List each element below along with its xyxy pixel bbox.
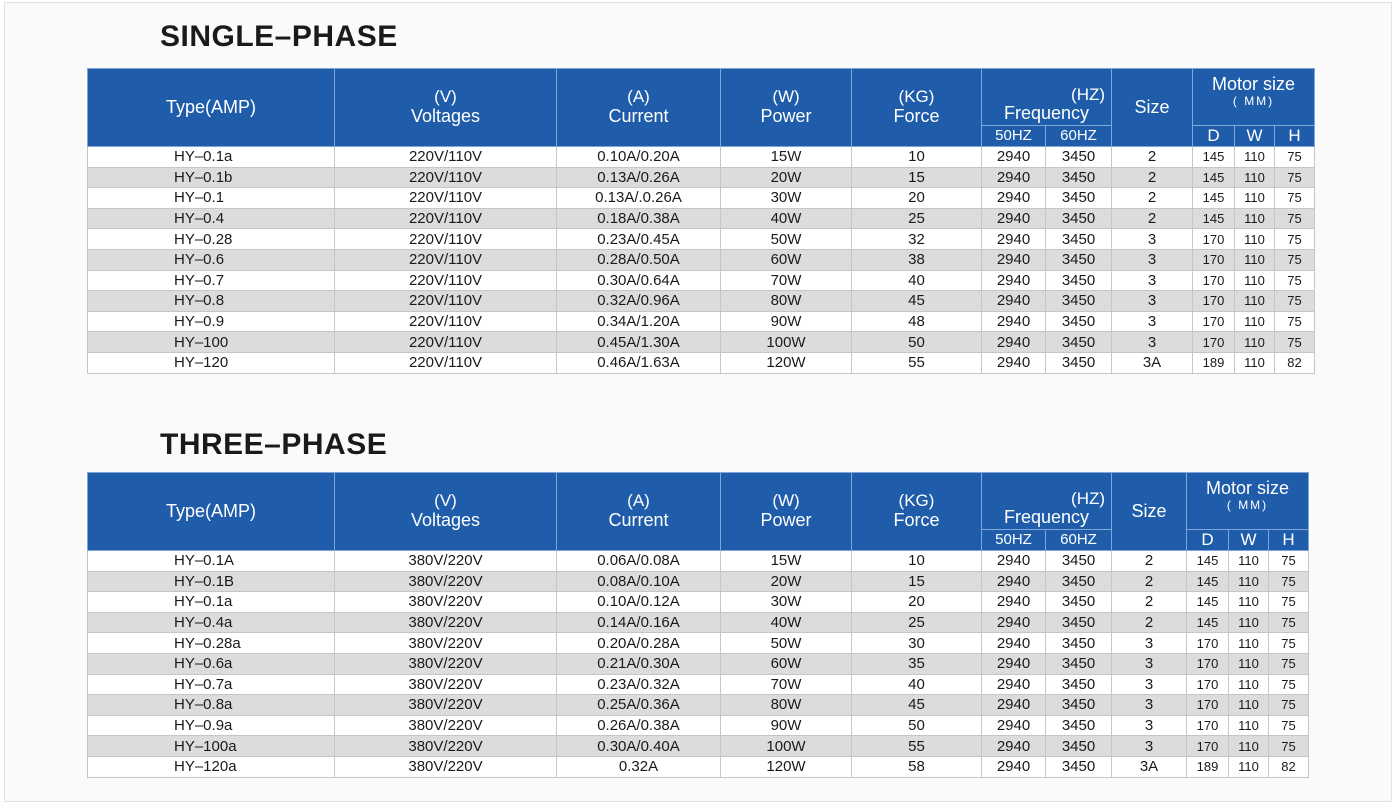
- cell-motor-d: 170: [1193, 311, 1235, 332]
- cell-freq-60hz: 3450: [1046, 188, 1112, 209]
- cell-motor-h: 75: [1275, 188, 1315, 209]
- cell-size: 2: [1112, 167, 1193, 188]
- cell-freq-50hz: 2940: [982, 167, 1046, 188]
- table-row: [88, 592, 1309, 613]
- table-row: [88, 695, 1309, 716]
- cell-motor-d: 145: [1187, 612, 1229, 633]
- cell-motor-d: 170: [1187, 736, 1229, 757]
- table-row: [88, 291, 1315, 312]
- cell-size: 3: [1112, 736, 1187, 757]
- cell-freq-60hz: 3450: [1046, 736, 1112, 757]
- cell-size: 3A: [1112, 756, 1187, 777]
- cell-size: 2: [1112, 612, 1187, 633]
- header-type: Type(AMP): [88, 69, 335, 147]
- cell-motor-w: 110: [1235, 270, 1275, 291]
- cell-voltage: 380V/220V: [335, 551, 557, 572]
- cell-type: HY–0.1B: [88, 571, 335, 592]
- cell-motor-w: 110: [1235, 208, 1275, 229]
- cell-power: 90W: [721, 715, 852, 736]
- cell-freq-60hz: 3450: [1046, 249, 1112, 270]
- header-type: Type(AMP): [88, 473, 335, 551]
- cell-voltage: 380V/220V: [335, 612, 557, 633]
- cell-freq-60hz: 3450: [1046, 674, 1112, 695]
- cell-freq-50hz: 2940: [982, 715, 1046, 736]
- cell-size: 2: [1112, 208, 1193, 229]
- cell-motor-h: 75: [1269, 612, 1309, 633]
- cell-voltage: 380V/220V: [335, 756, 557, 777]
- cell-motor-d: 145: [1193, 188, 1235, 209]
- table-row: [88, 612, 1309, 633]
- cell-size: 2: [1112, 592, 1187, 613]
- cell-type: HY–120: [88, 352, 335, 373]
- cell-current: 0.34A/1.20A: [557, 311, 721, 332]
- cell-force: 35: [852, 653, 982, 674]
- three-phase-title: THREE–PHASE: [160, 428, 388, 461]
- table-row: [88, 167, 1315, 188]
- cell-voltage: 380V/220V: [335, 695, 557, 716]
- cell-power: 20W: [721, 167, 852, 188]
- cell-current: 0.32A: [557, 756, 721, 777]
- cell-motor-w: 110: [1235, 352, 1275, 373]
- cell-motor-d: 170: [1187, 674, 1229, 695]
- cell-current: 0.46A/1.63A: [557, 352, 721, 373]
- cell-motor-h: 75: [1275, 167, 1315, 188]
- cell-type: HY–0.7a: [88, 674, 335, 695]
- cell-force: 15: [852, 167, 982, 188]
- cell-motor-w: 110: [1229, 653, 1269, 674]
- cell-motor-w: 110: [1229, 736, 1269, 757]
- header-current: (A) Current: [557, 473, 721, 551]
- cell-freq-50hz: 2940: [982, 270, 1046, 291]
- cell-motor-w: 110: [1229, 633, 1269, 654]
- cell-type: HY–0.28a: [88, 633, 335, 654]
- cell-motor-d: 170: [1193, 270, 1235, 291]
- header-w: W: [1229, 530, 1269, 551]
- cell-voltage: 220V/110V: [335, 311, 557, 332]
- cell-freq-60hz: 3450: [1046, 551, 1112, 572]
- cell-freq-50hz: 2940: [982, 736, 1046, 757]
- cell-motor-d: 189: [1193, 352, 1235, 373]
- cell-voltage: 380V/220V: [335, 592, 557, 613]
- cell-freq-60hz: 3450: [1046, 653, 1112, 674]
- cell-motor-w: 110: [1235, 167, 1275, 188]
- cell-motor-h: 75: [1275, 332, 1315, 353]
- cell-voltage: 220V/110V: [335, 167, 557, 188]
- cell-freq-60hz: 3450: [1046, 571, 1112, 592]
- table-row: [88, 674, 1309, 695]
- cell-motor-h: 75: [1275, 270, 1315, 291]
- cell-freq-60hz: 3450: [1046, 147, 1112, 168]
- cell-freq-50hz: 2940: [982, 612, 1046, 633]
- cell-voltage: 380V/220V: [335, 633, 557, 654]
- cell-force: 38: [852, 249, 982, 270]
- cell-force: 10: [852, 551, 982, 572]
- cell-type: HY–0.9a: [88, 715, 335, 736]
- cell-force: 55: [852, 352, 982, 373]
- cell-size: 2: [1112, 551, 1187, 572]
- cell-current: 0.30A/0.40A: [557, 736, 721, 757]
- cell-current: 0.21A/0.30A: [557, 653, 721, 674]
- cell-motor-d: 170: [1193, 229, 1235, 250]
- cell-type: HY–120a: [88, 756, 335, 777]
- cell-motor-h: 82: [1269, 756, 1309, 777]
- header-frequency: (HZ) Frequency: [982, 69, 1112, 126]
- cell-motor-d: 145: [1187, 592, 1229, 613]
- single-phase-table: [87, 68, 1315, 374]
- cell-power: 60W: [721, 249, 852, 270]
- cell-power: 80W: [721, 291, 852, 312]
- cell-current: 0.23A/0.45A: [557, 229, 721, 250]
- cell-freq-50hz: 2940: [982, 332, 1046, 353]
- cell-voltage: 380V/220V: [335, 674, 557, 695]
- cell-type: HY–0.1b: [88, 167, 335, 188]
- cell-size: 3: [1112, 674, 1187, 695]
- cell-voltage: 220V/110V: [335, 332, 557, 353]
- cell-size: 3: [1112, 653, 1187, 674]
- cell-motor-h: 75: [1275, 229, 1315, 250]
- three-phase-table: [87, 472, 1309, 778]
- cell-size: 3A: [1112, 352, 1193, 373]
- cell-freq-50hz: 2940: [982, 633, 1046, 654]
- cell-freq-60hz: 3450: [1046, 715, 1112, 736]
- cell-voltage: 380V/220V: [335, 653, 557, 674]
- cell-freq-50hz: 2940: [982, 208, 1046, 229]
- cell-current: 0.28A/0.50A: [557, 249, 721, 270]
- cell-current: 0.10A/0.12A: [557, 592, 721, 613]
- table-row: [88, 311, 1315, 332]
- cell-freq-50hz: 2940: [982, 291, 1046, 312]
- cell-force: 15: [852, 571, 982, 592]
- cell-type: HY–0.8a: [88, 695, 335, 716]
- cell-power: 70W: [721, 270, 852, 291]
- cell-voltage: 220V/110V: [335, 249, 557, 270]
- cell-size: 3: [1112, 715, 1187, 736]
- cell-current: 0.13A/0.26A: [557, 167, 721, 188]
- cell-motor-w: 110: [1229, 551, 1269, 572]
- header-force: (KG) Force: [852, 69, 982, 147]
- cell-freq-50hz: 2940: [982, 188, 1046, 209]
- cell-power: 30W: [721, 592, 852, 613]
- header-50hz: 50HZ: [982, 530, 1046, 551]
- cell-size: 3: [1112, 311, 1193, 332]
- cell-size: 3: [1112, 229, 1193, 250]
- cell-motor-h: 75: [1269, 674, 1309, 695]
- cell-motor-w: 110: [1235, 188, 1275, 209]
- cell-freq-60hz: 3450: [1046, 332, 1112, 353]
- header-motor-size: Motor size ( MM): [1193, 69, 1315, 126]
- table-row: [88, 249, 1315, 270]
- cell-current: 0.06A/0.08A: [557, 551, 721, 572]
- cell-motor-h: 75: [1269, 592, 1309, 613]
- header-w: W: [1235, 126, 1275, 147]
- cell-power: 40W: [721, 208, 852, 229]
- cell-power: 90W: [721, 311, 852, 332]
- cell-motor-h: 75: [1269, 695, 1309, 716]
- cell-freq-60hz: 3450: [1046, 633, 1112, 654]
- cell-force: 48: [852, 311, 982, 332]
- cell-freq-60hz: 3450: [1046, 756, 1112, 777]
- cell-type: HY–0.1: [88, 188, 335, 209]
- header-60hz: 60HZ: [1046, 126, 1112, 147]
- cell-type: HY–0.6: [88, 249, 335, 270]
- cell-motor-w: 110: [1229, 612, 1269, 633]
- cell-voltage: 380V/220V: [335, 571, 557, 592]
- cell-current: 0.10A/0.20A: [557, 147, 721, 168]
- cell-current: 0.30A/0.64A: [557, 270, 721, 291]
- cell-power: 15W: [721, 147, 852, 168]
- cell-motor-d: 189: [1187, 756, 1229, 777]
- cell-motor-w: 110: [1229, 695, 1269, 716]
- cell-freq-60hz: 3450: [1046, 311, 1112, 332]
- cell-voltage: 220V/110V: [335, 188, 557, 209]
- cell-power: 120W: [721, 756, 852, 777]
- cell-force: 40: [852, 270, 982, 291]
- cell-motor-h: 75: [1275, 208, 1315, 229]
- cell-motor-h: 82: [1275, 352, 1315, 373]
- cell-motor-d: 145: [1193, 147, 1235, 168]
- header-voltages: (V) Voltages: [335, 473, 557, 551]
- cell-size: 3: [1112, 633, 1187, 654]
- cell-force: 45: [852, 695, 982, 716]
- cell-voltage: 380V/220V: [335, 736, 557, 757]
- cell-motor-h: 75: [1275, 291, 1315, 312]
- header-size: Size: [1112, 69, 1193, 147]
- cell-motor-h: 75: [1275, 249, 1315, 270]
- cell-size: 2: [1112, 188, 1193, 209]
- cell-motor-w: 110: [1235, 229, 1275, 250]
- cell-size: 2: [1112, 147, 1193, 168]
- cell-current: 0.25A/0.36A: [557, 695, 721, 716]
- cell-power: 100W: [721, 332, 852, 353]
- cell-type: HY–100a: [88, 736, 335, 757]
- cell-freq-50hz: 2940: [982, 756, 1046, 777]
- cell-type: HY–0.28: [88, 229, 335, 250]
- table-row: [88, 736, 1309, 757]
- cell-size: 3: [1112, 332, 1193, 353]
- table-row: [88, 229, 1315, 250]
- cell-voltage: 380V/220V: [335, 715, 557, 736]
- cell-force: 20: [852, 592, 982, 613]
- header-size: Size: [1112, 473, 1187, 551]
- table-row: [88, 208, 1315, 229]
- cell-force: 32: [852, 229, 982, 250]
- cell-voltage: 220V/110V: [335, 208, 557, 229]
- table-row: [88, 571, 1309, 592]
- cell-current: 0.32A/0.96A: [557, 291, 721, 312]
- cell-current: 0.13A/.0.26A: [557, 188, 721, 209]
- cell-type: HY–0.4a: [88, 612, 335, 633]
- cell-motor-w: 110: [1235, 291, 1275, 312]
- cell-freq-50hz: 2940: [982, 249, 1046, 270]
- cell-force: 58: [852, 756, 982, 777]
- header-50hz: 50HZ: [982, 126, 1046, 147]
- cell-current: 0.23A/0.32A: [557, 674, 721, 695]
- table-row: [88, 653, 1309, 674]
- cell-voltage: 220V/110V: [335, 352, 557, 373]
- cell-motor-h: 75: [1269, 551, 1309, 572]
- cell-current: 0.26A/0.38A: [557, 715, 721, 736]
- cell-force: 45: [852, 291, 982, 312]
- table-row: [88, 756, 1309, 777]
- cell-freq-50hz: 2940: [982, 147, 1046, 168]
- cell-current: 0.14A/0.16A: [557, 612, 721, 633]
- cell-freq-50hz: 2940: [982, 674, 1046, 695]
- cell-power: 120W: [721, 352, 852, 373]
- cell-motor-h: 75: [1269, 715, 1309, 736]
- header-current: (A) Current: [557, 69, 721, 147]
- cell-motor-d: 145: [1193, 208, 1235, 229]
- cell-type: HY–0.4: [88, 208, 335, 229]
- table-row: [88, 551, 1309, 572]
- cell-motor-h: 75: [1269, 571, 1309, 592]
- cell-motor-h: 75: [1275, 311, 1315, 332]
- header-h: H: [1275, 126, 1315, 147]
- cell-voltage: 220V/110V: [335, 291, 557, 312]
- cell-motor-d: 170: [1187, 633, 1229, 654]
- header-power: (W) Power: [721, 69, 852, 147]
- table-row: [88, 715, 1309, 736]
- cell-motor-w: 110: [1235, 147, 1275, 168]
- cell-motor-w: 110: [1235, 332, 1275, 353]
- cell-force: 25: [852, 208, 982, 229]
- cell-motor-w: 110: [1235, 311, 1275, 332]
- cell-motor-h: 75: [1275, 147, 1315, 168]
- cell-current: 0.20A/0.28A: [557, 633, 721, 654]
- cell-power: 15W: [721, 551, 852, 572]
- cell-power: 30W: [721, 188, 852, 209]
- cell-motor-w: 110: [1229, 715, 1269, 736]
- table-row: [88, 633, 1309, 654]
- header-motor-size: Motor size ( MM): [1187, 473, 1309, 530]
- cell-force: 55: [852, 736, 982, 757]
- cell-power: 70W: [721, 674, 852, 695]
- cell-motor-d: 170: [1193, 291, 1235, 312]
- cell-type: HY–0.1A: [88, 551, 335, 572]
- cell-motor-d: 170: [1187, 653, 1229, 674]
- cell-force: 10: [852, 147, 982, 168]
- cell-power: 50W: [721, 633, 852, 654]
- header-60hz: 60HZ: [1046, 530, 1112, 551]
- cell-freq-60hz: 3450: [1046, 592, 1112, 613]
- cell-freq-50hz: 2940: [982, 695, 1046, 716]
- cell-voltage: 220V/110V: [335, 229, 557, 250]
- cell-current: 0.18A/0.38A: [557, 208, 721, 229]
- header-voltages: (V) Voltages: [335, 69, 557, 147]
- single-phase-rows: [88, 147, 1315, 374]
- single-phase-title: SINGLE–PHASE: [160, 20, 398, 53]
- header-d: D: [1187, 530, 1229, 551]
- cell-power: 40W: [721, 612, 852, 633]
- cell-size: 3: [1112, 270, 1193, 291]
- cell-motor-d: 145: [1187, 571, 1229, 592]
- cell-force: 40: [852, 674, 982, 695]
- cell-type: HY–0.1a: [88, 147, 335, 168]
- cell-freq-60hz: 3450: [1046, 291, 1112, 312]
- cell-power: 20W: [721, 571, 852, 592]
- cell-freq-50hz: 2940: [982, 653, 1046, 674]
- cell-motor-w: 110: [1229, 756, 1269, 777]
- cell-motor-d: 170: [1193, 332, 1235, 353]
- cell-type: HY–0.8: [88, 291, 335, 312]
- cell-motor-h: 75: [1269, 633, 1309, 654]
- cell-motor-h: 75: [1269, 736, 1309, 757]
- cell-freq-50hz: 2940: [982, 352, 1046, 373]
- cell-motor-h: 75: [1269, 653, 1309, 674]
- cell-size: 3: [1112, 249, 1193, 270]
- header-h: H: [1269, 530, 1309, 551]
- cell-force: 25: [852, 612, 982, 633]
- table-row: [88, 352, 1315, 373]
- cell-freq-60hz: 3450: [1046, 695, 1112, 716]
- cell-current: 0.08A/0.10A: [557, 571, 721, 592]
- cell-freq-60hz: 3450: [1046, 229, 1112, 250]
- cell-freq-60hz: 3450: [1046, 208, 1112, 229]
- cell-motor-w: 110: [1229, 571, 1269, 592]
- cell-type: HY–100: [88, 332, 335, 353]
- table-row: [88, 270, 1315, 291]
- cell-force: 50: [852, 715, 982, 736]
- cell-motor-w: 110: [1229, 674, 1269, 695]
- cell-motor-d: 145: [1193, 167, 1235, 188]
- cell-freq-50hz: 2940: [982, 571, 1046, 592]
- cell-freq-60hz: 3450: [1046, 167, 1112, 188]
- cell-type: HY–0.7: [88, 270, 335, 291]
- cell-type: HY–0.1a: [88, 592, 335, 613]
- cell-motor-d: 170: [1187, 695, 1229, 716]
- cell-motor-d: 170: [1187, 715, 1229, 736]
- cell-power: 100W: [721, 736, 852, 757]
- cell-motor-w: 110: [1229, 592, 1269, 613]
- header-frequency: (HZ) Frequency: [982, 473, 1112, 530]
- table-row: [88, 332, 1315, 353]
- cell-freq-50hz: 2940: [982, 592, 1046, 613]
- table-row: [88, 188, 1315, 209]
- cell-voltage: 220V/110V: [335, 270, 557, 291]
- cell-force: 30: [852, 633, 982, 654]
- cell-freq-50hz: 2940: [982, 551, 1046, 572]
- cell-power: 60W: [721, 653, 852, 674]
- table-row: [88, 147, 1315, 168]
- cell-motor-d: 170: [1193, 249, 1235, 270]
- cell-size: 3: [1112, 291, 1193, 312]
- header-force: (KG) Force: [852, 473, 982, 551]
- cell-power: 80W: [721, 695, 852, 716]
- cell-type: HY–0.9: [88, 311, 335, 332]
- cell-current: 0.45A/1.30A: [557, 332, 721, 353]
- cell-force: 50: [852, 332, 982, 353]
- cell-freq-50hz: 2940: [982, 229, 1046, 250]
- cell-size: 2: [1112, 571, 1187, 592]
- header-power: (W) Power: [721, 473, 852, 551]
- three-phase-rows: [88, 551, 1309, 778]
- cell-type: HY–0.6a: [88, 653, 335, 674]
- cell-freq-50hz: 2940: [982, 311, 1046, 332]
- cell-freq-60hz: 3450: [1046, 612, 1112, 633]
- cell-force: 20: [852, 188, 982, 209]
- cell-freq-60hz: 3450: [1046, 352, 1112, 373]
- cell-motor-d: 145: [1187, 551, 1229, 572]
- header-d: D: [1193, 126, 1235, 147]
- cell-freq-60hz: 3450: [1046, 270, 1112, 291]
- cell-motor-w: 110: [1235, 249, 1275, 270]
- cell-size: 3: [1112, 695, 1187, 716]
- cell-power: 50W: [721, 229, 852, 250]
- cell-voltage: 220V/110V: [335, 147, 557, 168]
